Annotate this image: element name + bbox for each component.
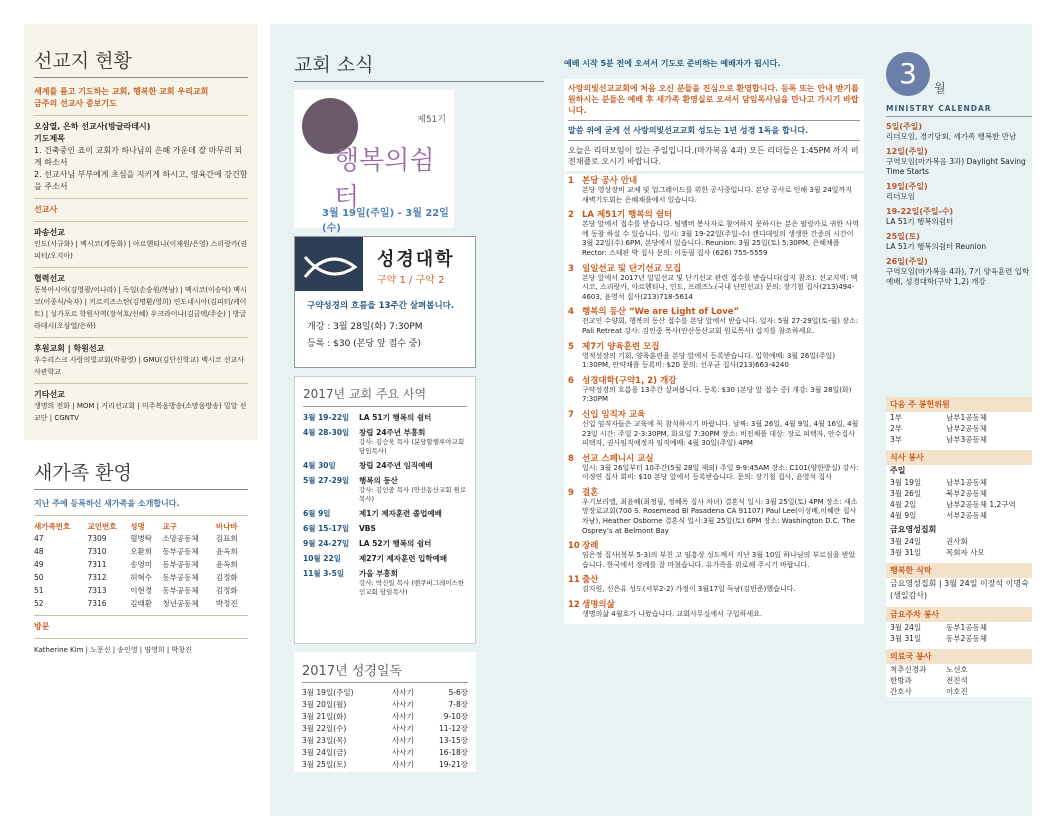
- event-name: 제27기 제자훈련 입학예배: [359, 554, 448, 563]
- dispatch-title: 파송선교: [34, 228, 65, 237]
- news-item-heading: [568, 539, 860, 551]
- service-row: [886, 488, 1032, 499]
- service-label: 간호사: [890, 687, 912, 696]
- news-item-body: 구약성경의 흐름을 13주간 살펴봅니다. 등록: $30 (본당 앞 접수 중) 개강: 3월 28일(화) 7:30PM: [582, 385, 852, 404]
- service-row: [886, 434, 1032, 445]
- next-offering-title: 다음 주 봉헌위원: [886, 397, 1032, 412]
- news-item-title: 본당 공사 안내: [582, 176, 638, 186]
- event-name: 가을 부흥회: [359, 569, 398, 578]
- support-list: 우수리스크 사랑의빛교회(박광영) | GMU(김단신학교) 멕시코 선교사사관학교: [34, 356, 245, 376]
- news-item-body: 일시: 3월 26일부터 10주간(5월 28일 제외) 주일 9-9:45AM 장소: C101(양한방실) 강사: 이정연 집사 회비: $10 본당 앞에서 등록받습니다. 문의: 장기철 집사, 윤영석 집사: [582, 463, 859, 482]
- event-date: 6월 15-17일: [303, 524, 350, 533]
- newcomer-table: [34, 521, 248, 610]
- divider: [568, 120, 860, 121]
- service-value: 남부3공동체: [946, 435, 987, 444]
- service-row: [886, 412, 1032, 423]
- table-cell: 52: [34, 599, 44, 608]
- other-title: 기타선교: [34, 390, 65, 399]
- happy-rest-box: [294, 90, 454, 234]
- bible-open: 개강 : 3월 28일(화) 7:30PM: [307, 322, 423, 332]
- event-row: [303, 413, 467, 423]
- calendar-label: MINISTRY CALENDAR: [886, 104, 992, 113]
- table-cell: 49: [34, 560, 44, 569]
- event-row: [303, 428, 467, 456]
- service-label: 척추신경과: [890, 665, 927, 674]
- news-item-number: 10: [568, 541, 580, 552]
- news-right-column: [564, 58, 864, 624]
- prayer-subtitle: 금주의 선교사 중보기도: [34, 99, 117, 108]
- friday-title: 금요영성집회: [890, 525, 937, 534]
- welcome-note: 사랑의빛선교교회에 처음 오신 분들을 진심으로 환영합니다. 등록 또는 안내 받기를 원하시는 분들은 예배 후 새가족 환영실로 오셔서 담임목사님을 만나고 가시기 바랍니다.: [568, 84, 859, 115]
- table-cell: 47: [34, 534, 44, 543]
- news-item-body: 전교인 수양회, 행복의 동산 접수를 본당 앞에서 받습니다. 일자: 5월 27-29일(토-월) 장소: Pali Retreat 강사: 김인중 목사(안산동산교회 원로목사) 삽지를 참조하세요.: [582, 317, 859, 335]
- service-value: 권사회: [946, 537, 968, 546]
- table-cell: 7316: [87, 599, 107, 608]
- news-item-body: 김지원, 신은유 성도(서부2-2) 가정이 3월17일 득남(김민준)했습니다.: [582, 585, 796, 594]
- table-cell: 동부공동체: [162, 560, 199, 569]
- event-name: 창립 24주년 임직예배: [359, 461, 433, 470]
- service-value: 노선호: [946, 665, 968, 674]
- news-item-heading: [568, 340, 860, 352]
- event-date: 11월 3-5일: [303, 569, 345, 578]
- service-value: 북부2공동체: [946, 489, 987, 498]
- divider: [34, 638, 248, 639]
- reading-chapter: 16-18장: [438, 748, 468, 757]
- news-item-heading: [568, 598, 860, 610]
- calendar-date: 19-22일(주일-수): [886, 207, 954, 216]
- service-row: [886, 499, 1032, 510]
- event-name: 창립 24주년 부흥회: [359, 428, 426, 437]
- prayer-item: 2. 선교사님 부부에게 초심을 지키게 하시고, 영육간에 강건함을 주소서: [34, 170, 248, 191]
- fish-icon: [295, 237, 363, 291]
- service-label: 2부: [890, 424, 903, 433]
- service-label: 3월 24일: [890, 537, 922, 546]
- divider: [34, 489, 248, 490]
- reading-book: 사사기: [392, 724, 414, 733]
- divider: [34, 515, 248, 516]
- news-item-title: 장례: [582, 541, 599, 552]
- reading-book: 사사기: [392, 700, 414, 709]
- news-item-number: 4: [568, 307, 574, 318]
- divider: [34, 615, 248, 616]
- happy-table-title: 행복한 식탁: [886, 563, 1032, 578]
- reading-date: 3월 20일(월): [302, 700, 347, 709]
- happy-rest-dates: 3월 19일(주일) - 3월 22일(수): [322, 208, 449, 234]
- verse-note: 말씀 위에 굳게 선 사랑의빛선교교회 성도는 1년 성경 1독을 합니다.: [568, 126, 809, 135]
- bible-desc: 구약성경의 흐름을 13주간 살펴봅니다.: [307, 301, 455, 311]
- events-box: [294, 376, 476, 644]
- calendar-event: 구역모임(마가복음 3과) Daylight Saving Time Starts: [886, 157, 1026, 176]
- events-list: [303, 413, 467, 597]
- month-header: [886, 52, 1032, 96]
- service-value: 전진석: [946, 676, 968, 685]
- reading-chapter: 13-15장: [438, 736, 468, 745]
- news-title: 교회 소식: [294, 54, 374, 76]
- table-header: 새가족번호: [34, 522, 71, 531]
- divider: [34, 267, 248, 268]
- news-item-heading: [568, 174, 860, 186]
- reading-book: 사사기: [392, 748, 414, 757]
- calendar-event: 구역모임(마가복음 4과), 7기 양육훈련 입학예배, 성경대학(구약 1,2) 개강: [886, 267, 1030, 286]
- events-title: 2017년 교회 주요 사역: [303, 385, 467, 407]
- meal-sub: 주일: [890, 466, 906, 475]
- table-cell: 오환희: [130, 547, 153, 556]
- news-item-number: 7: [568, 409, 574, 420]
- reading-box: [294, 652, 476, 772]
- table-row: [34, 558, 248, 571]
- bible-college-box: [294, 236, 476, 368]
- service-row: [886, 686, 1032, 697]
- month-badge: 3: [886, 52, 930, 96]
- news-item-number: 5: [568, 341, 574, 352]
- news-item-title: 선교 스페니시 교실: [582, 453, 654, 464]
- service-row: [886, 536, 1032, 547]
- table-cell: 50: [34, 573, 44, 582]
- table-row: [34, 597, 248, 610]
- event-info: [359, 554, 467, 564]
- reading-row: [302, 711, 468, 723]
- reading-row: [302, 699, 468, 711]
- event-date: 4월 30일: [303, 461, 336, 470]
- edition-label: 제51기: [417, 115, 446, 125]
- reading-date: 3월 24일(금): [302, 748, 347, 757]
- service-row: [886, 477, 1032, 488]
- event-info: [359, 539, 467, 549]
- news-item-number: 9: [568, 487, 574, 498]
- reading-book: 사사기: [392, 688, 414, 697]
- news-item-heading: [568, 208, 860, 220]
- service-value: 남부2공동체: [946, 424, 987, 433]
- table-cell: 소망공동체: [162, 534, 199, 543]
- event-row: [303, 524, 467, 534]
- reading-book: 사사기: [392, 712, 414, 721]
- table-cell: 허혁수: [130, 573, 153, 582]
- reading-chapter: 11-12장: [438, 724, 468, 733]
- event-name: LA 51기 행복의 쉼터: [359, 413, 432, 422]
- parking-title: 금요주차 봉사: [886, 607, 1032, 622]
- divider: [34, 115, 248, 116]
- happy-rest-name: 행복의쉼터: [334, 146, 435, 213]
- welcome-subtitle: 지난 주에 등록하신 새가족을 소개합니다.: [34, 499, 180, 508]
- service-value: 서부2공동체: [946, 511, 987, 520]
- news-panel: [270, 24, 1032, 816]
- table-cell: 박정진: [215, 599, 238, 608]
- service-value: 남부1공동체: [946, 478, 987, 487]
- news-item-title: 출산: [582, 575, 599, 586]
- news-item-body: 본당 앞에서 접수를 받습니다. 팀멤버 봉사자로 참여하지 못하시는 분은 팔랑카로 귀한 사역에 동참 하실 수 있습니다. 일시: 3월 19-22일(주일-수) 캔디데잇의 생생한 간증의 시간이 3월 22일(수) 6PM, 본당에서 있습니다. Reunion: 3월 25일(토) 5:30PM, 은혜채플 Rector: 스테판 박 집사 문의: 이동필 집사 (626) 755-5559: [582, 220, 859, 257]
- reading-chapter: 7-8장: [448, 700, 468, 709]
- coop-list: 동북아시아(김영광/이나라) | 독일(손승원/복남) | 멕시코(이승덕) 멕시코(이종식/숙자) | 키르키즈스탄(김명환/영희) 인도네시아(김피터/케이트) | 싱가포르 학원사역(장석호/신혜) 우크라이나(김금택/주순) | 방글라데시(오삼열/은하): [34, 286, 247, 330]
- prayer-item: 1. 건축중인 죠이 교회가 하나님의 은혜 가운데 잘 마무리 되게 하소서: [34, 146, 243, 167]
- happy-table-text: 금요영성집회 | 3월 24일 이장석 이명숙 (생일감사): [890, 579, 1029, 600]
- calendar-event: 리더모임, 경기당회, 세가족 행복한 만남: [886, 132, 1017, 141]
- news-item-heading: [568, 452, 860, 464]
- visit-list: Katherine Kim | 노문신 | 송인영 | 염영희 | 박창진: [34, 646, 192, 654]
- table-cell: 김표희: [215, 534, 238, 543]
- table-cell: 7309: [87, 534, 107, 543]
- bible-reg: 등록 : $30 (본당 앞 접수 중): [307, 339, 421, 349]
- table-cell: 7311: [87, 560, 107, 569]
- table-header: 바나바: [215, 522, 238, 531]
- visit-title: 방문: [34, 622, 50, 631]
- reading-chapter: 5-6장: [448, 688, 468, 697]
- news-item-number: 6: [568, 375, 574, 386]
- service-label: 3부: [890, 435, 903, 444]
- service-label: 3월 26일: [890, 489, 922, 498]
- service-row: [886, 510, 1032, 521]
- service-value: 이호진: [946, 687, 968, 696]
- reading-title: 2017년 성경일독: [302, 660, 468, 683]
- event-speaker: 강사: 김승욱 목사 (분당할렐루야교회 담임목사): [359, 438, 465, 455]
- event-speaker: 강사: 김인중 목사 (안산동산교회 원로목사): [359, 486, 467, 503]
- news-item-heading: [568, 262, 860, 274]
- news-left-column: [294, 50, 544, 772]
- divider: [34, 383, 248, 384]
- service-label: 4월 2일: [890, 500, 917, 509]
- reading-chapter: 9-10장: [443, 712, 468, 721]
- calendar-event: LA 51기 행복의쉼터 Reunion: [886, 242, 987, 251]
- event-date: 4월 28-30일: [303, 428, 350, 437]
- event-info: [359, 461, 467, 471]
- today-note: 오늘은 리더모임이 있는 주일입니다.(마가복음 4과) 모든 리더들은 1:45PM 까지 비전채플로 오시기 바랍니다.: [568, 146, 859, 166]
- event-info: [359, 476, 467, 504]
- service-value: 동부2공동체: [946, 634, 987, 643]
- mission-title: 선교지 현황: [34, 50, 132, 72]
- service-label: 3월 24일: [890, 623, 922, 632]
- calendar-date: 25일(토): [886, 232, 920, 241]
- event-info: [359, 524, 467, 534]
- table-header: 성명: [130, 522, 145, 531]
- news-item-title: 행복의 동산 “We are Light of Love”: [582, 307, 740, 318]
- reading-row: [302, 687, 468, 699]
- reading-row: [302, 759, 468, 771]
- missionary-name: 오삼열, 은하 선교사(방글라데시): [34, 122, 151, 131]
- news-item-title: 신입 임직자 교육: [582, 409, 646, 420]
- reading-date: 3월 22일(수): [302, 724, 347, 733]
- service-label: 4월 9일: [890, 511, 917, 520]
- table-cell: 윤옥희: [215, 560, 238, 569]
- service-row: [886, 547, 1032, 558]
- divider: [294, 81, 544, 82]
- reading-row: [302, 723, 468, 735]
- service-row: [886, 622, 1032, 633]
- event-date: 3월 19-22일: [303, 413, 350, 422]
- service-row: [886, 675, 1032, 686]
- welcome-note-box: [564, 79, 864, 171]
- prayer-title: 기도제목: [34, 134, 65, 143]
- news-item-title: 제7기 양육훈련 모집: [582, 341, 660, 352]
- calendar-column: [886, 52, 1032, 697]
- event-info: [359, 509, 467, 519]
- service-row: [886, 664, 1032, 675]
- divider: [34, 77, 248, 78]
- service-box: [886, 397, 1032, 697]
- welcome-title: 새가족 환영: [34, 462, 132, 484]
- table-cell: 7313: [87, 586, 107, 595]
- news-item-heading: [568, 486, 860, 498]
- news-item-title: 결혼: [582, 487, 599, 498]
- news-item-body: 생명의삶 4월호가 나왔습니다. 교회사무실에서 구입하세요.: [582, 610, 763, 619]
- event-name: 행복의 동산: [359, 476, 398, 485]
- reading-row: [302, 735, 468, 747]
- reading-date: 3월 25일(토): [302, 760, 347, 769]
- calendar-event: LA 51기 행복의쉼터: [886, 217, 954, 226]
- news-item-title: 생명의삶: [582, 600, 615, 611]
- table-cell: 김태환: [130, 599, 153, 608]
- divider: [886, 116, 1032, 117]
- reading-date: 3월 23일(목): [302, 736, 347, 745]
- table-header: 교구: [162, 522, 177, 531]
- news-item-heading: [568, 573, 860, 585]
- table-cell: 송영미: [130, 560, 153, 569]
- missionary-section: 선교사: [34, 205, 58, 214]
- news-item-number: 3: [568, 263, 574, 274]
- divider: [34, 337, 248, 338]
- table-cell: 청년공동체: [162, 599, 199, 608]
- event-info: [359, 413, 467, 423]
- event-name: VBS: [359, 524, 376, 533]
- service-label: 1부: [890, 413, 903, 422]
- event-date: 6월 9일: [303, 509, 331, 518]
- table-cell: 48: [34, 547, 44, 556]
- calendar-date: 26일(주일): [886, 257, 928, 266]
- event-speaker: 강사: 박신일 목사 (밴쿠버그레이스한인교회 담임목사): [359, 579, 465, 596]
- reading-date: 3월 21일(화): [302, 712, 347, 721]
- event-date: 5월 27-29일: [303, 476, 350, 485]
- next-offering-list: [886, 412, 1032, 445]
- news-item-body: 우기보리엘, 최윤혜(최정필, 정혜옥 집사 차녀) 결혼식 일시: 3월 25일(토) 4PM 장소: 새소망장로교회(700 S. Rosemead Bl Pasadena CA 91107) Paul Lee(이성배,이혜란 집사 차남), Heather Osborne 결혼식 일시:3월 25일(토) 6PM 장소: Washington D.C. The Osprey’s at Belmont Bay: [582, 497, 858, 535]
- service-value: 남부1공동체: [946, 413, 987, 422]
- other-list: 생명의 전화 | MOM | 거리선교회 | 미주복음방송(소망음방송) 밀알 선교단 | CGNTV: [34, 402, 247, 422]
- event-info: [359, 428, 467, 456]
- news-item-body: 임은정 집사(북부 5-3)의 부친 고 임흥상 성도께서 지난 3월 10일 하나님의 부르심을 받았습니다. 한국에서 장례를 잘 마쳤습니다. 유가족을 위로해 주시기 바랍니다.: [582, 551, 856, 569]
- calendar-list: [886, 121, 1032, 287]
- coop-title: 협력선교: [34, 274, 65, 283]
- divider: [34, 221, 248, 222]
- table-cell: 김정화: [215, 573, 238, 582]
- table-cell: 동부공동체: [162, 547, 199, 556]
- news-item-body: 영적성장의 기회, 양육훈련을 본당 앞에서 등록받습니다. 입학예배: 3월 26일(주일) 1:30PM, 안약채플 등록비: $20 문의: 선우균 집사(213)663-4240: [582, 351, 836, 370]
- service-value: 동부1공동체: [946, 623, 987, 632]
- calendar-date: 5일(주일): [886, 122, 923, 131]
- service-row: [886, 633, 1032, 644]
- news-item-number: 1: [568, 176, 574, 186]
- mission-slogan: 세계를 품고 기도하는 교회, 행복한 교회 우리교회: [34, 87, 209, 96]
- calendar-date: 19일(주일): [886, 182, 928, 191]
- news-item-body: 본당 영상장비 교체 및 업그레이드를 위한 공사중입니다. 본당 공사로 인해 3월 24일까지 새벽기도회는 은혜채플에서 있습니다.: [582, 186, 852, 204]
- event-row: [303, 461, 467, 471]
- event-name: 제1기 제자훈련 졸업예배: [359, 509, 442, 518]
- medical-title: 의료국 봉사: [886, 649, 1032, 664]
- medical-list: [886, 664, 1032, 697]
- reading-chapter: 19-21장: [438, 760, 468, 769]
- table-row: [34, 532, 248, 545]
- table-cell: 동부공동체: [162, 586, 199, 595]
- table-cell: 동부공동체: [162, 573, 199, 582]
- reading-row: [302, 747, 468, 759]
- divider: [568, 140, 860, 141]
- reading-list: [302, 687, 468, 771]
- service-label: 3월 19일: [890, 478, 922, 487]
- news-item-heading: [568, 305, 860, 317]
- service-value: 목회자 사모: [946, 548, 985, 557]
- event-row: [303, 476, 467, 504]
- meal-title: 식사 봉사: [886, 450, 1032, 465]
- calendar-event: 리더모임: [886, 192, 915, 201]
- bible-sub: 구약 1 / 구약 2: [377, 275, 445, 286]
- news-item-title: LA 제51기 행복의 쉼터: [582, 210, 673, 221]
- event-row: [303, 554, 467, 564]
- news-item-heading: [568, 408, 860, 420]
- reading-date: 3월 19일(주일): [302, 688, 354, 697]
- meal-list: [886, 477, 1032, 521]
- welcome-panel: [24, 440, 258, 816]
- table-cell: 김정화: [215, 586, 238, 595]
- friday-list: [886, 536, 1032, 558]
- table-cell: 51: [34, 586, 44, 595]
- table-cell: 이현경: [130, 586, 153, 595]
- dispatch-list: 인도(서규화) | 멕시코(계동화) | 아르헨티나(이재원/은영) 스리랑카(권피터/오지아): [34, 240, 248, 260]
- news-item-heading: [568, 374, 860, 386]
- divider: [34, 198, 248, 199]
- service-label: 한방과: [890, 676, 912, 685]
- service-value: 남부2공동체 1,2구역: [946, 500, 1016, 509]
- event-row: [303, 539, 467, 549]
- month-suffix: 월: [934, 81, 946, 95]
- calendar-date: 12일(주일): [886, 147, 928, 156]
- event-row: [303, 569, 467, 597]
- news-item-number: 12: [568, 600, 580, 611]
- event-row: [303, 509, 467, 519]
- event-date: 10월 22일: [303, 554, 341, 563]
- service-label: 3월 31일: [890, 548, 922, 557]
- table-cell: 윤옥희: [215, 547, 238, 556]
- table-cell: 혈병탁: [130, 534, 153, 543]
- event-info: [359, 569, 467, 597]
- mission-panel: [24, 24, 258, 440]
- news-item-title: 일일선교 및 단기선교 모집: [582, 263, 682, 274]
- table-row: [34, 545, 248, 558]
- top-note: 예배 시작 5분 전에 오셔서 기도로 준비하는 예배자가 됩시다.: [564, 59, 781, 68]
- news-item-number: 8: [568, 453, 574, 464]
- news-item-number: 11: [568, 575, 580, 586]
- table-cell: 7310: [87, 547, 107, 556]
- bible-body: [295, 291, 475, 367]
- news-items: [564, 174, 864, 624]
- event-date: 9월 24-27일: [303, 539, 350, 548]
- parking-list: [886, 622, 1032, 644]
- table-header: 교인번호: [87, 522, 117, 531]
- support-title: 후원교회 | 학원선교: [34, 344, 105, 353]
- event-name: LA 52기 행복의 쉼터: [359, 539, 432, 548]
- reading-book: 사사기: [392, 760, 414, 769]
- news-item-body: 본당 앞에서 2017년 일일선교 및 단기선교 관련 접수를 받습니다(삽지 참조). 선교지역: 멕시코, 스리랑카, 아르헨티나, 인도, 프레즈노(국내 난민선교) 문의: 장기철 집사(213)494-4603, 윤영석 집사(213)718-5614: [582, 273, 858, 301]
- news-item-title: 성경대학(구약1, 2) 개강: [582, 375, 677, 386]
- table-row: [34, 584, 248, 597]
- service-label: 3월 31일: [890, 634, 922, 643]
- news-item-number: 2: [568, 210, 574, 221]
- bible-title: 성경대학: [377, 249, 455, 270]
- reading-book: 사사기: [392, 736, 414, 745]
- table-cell: 7312: [87, 573, 107, 582]
- news-item-body: 신입 임직자들은 교육에 꼭 참석하시기 바랍니다. 날짜: 3월 26일, 4월 9일, 4월 16일, 4월 23일 시간: 주일 2-3:30PM, 화요일 7:30PM 장소: 비전채플 대상: 장로 피택자, 안수집사 피택자, 권사임직예정자 임직예배: 4월 30일(주일) 4PM: [582, 419, 859, 448]
- table-row: [34, 571, 248, 584]
- service-row: [886, 423, 1032, 434]
- bible-header: [295, 237, 475, 291]
